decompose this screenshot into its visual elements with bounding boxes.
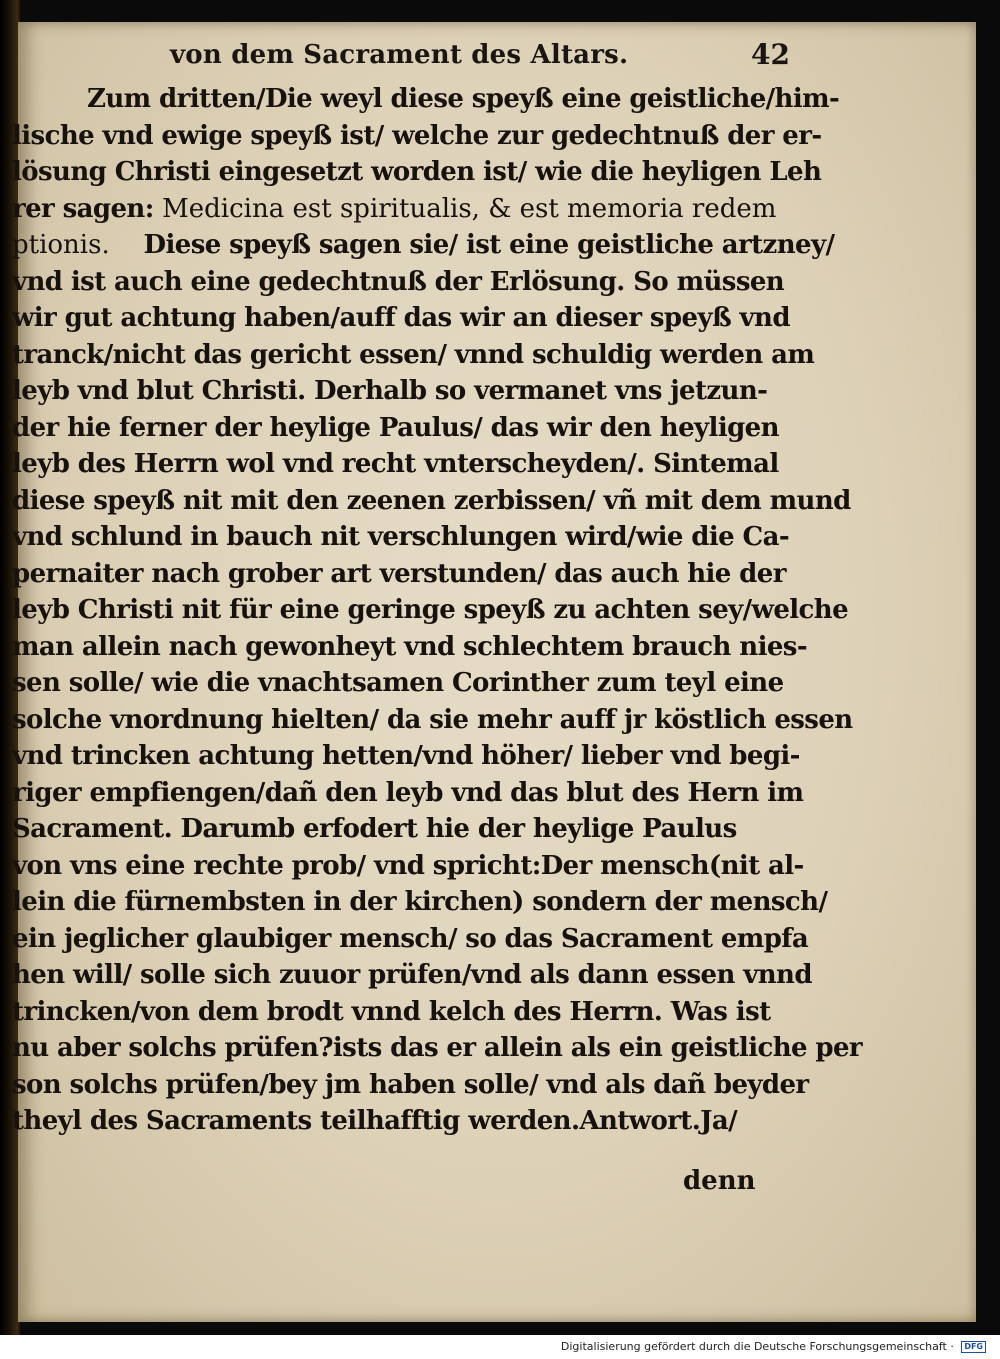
- text-line: vnd ist auch eine gedechtnuß der Erlösung. So müssen: [12, 266, 785, 297]
- text-line: theyl des Sacraments teilhafftig werden.Antwort.Ja/: [12, 1106, 738, 1136]
- catchword: denn: [683, 1166, 756, 1196]
- text-line: Zum dritten/Die weyl diese speyß eine geistliche/him-: [87, 84, 840, 114]
- text-line: diese speyß nit mit den zeenen zerbissen/ vñ mit dem mund: [12, 485, 851, 516]
- text-line-german: rer sagen:: [12, 193, 154, 224]
- text-line: hen will/ solle sich zuuor prüfen/vnd als dann essen vnnd: [12, 960, 812, 990]
- text-line: vnd schlund in bauch nit verschlungen wird/wie die Ca-: [12, 522, 790, 552]
- text-line: lösung Christi eingesetzt worden ist/ wie die heyligen Leh: [12, 157, 822, 187]
- text-line: trincken/von dem brodt vnnd kelch des Herrn. Was ist: [12, 996, 771, 1027]
- text-line: leyb des Herrn wol vnd recht vnterscheyden/. Sintemal: [12, 449, 779, 479]
- text-line: [12, 227, 835, 264]
- text-line: leyb Christi nit für eine geringe speyß zu achten sey/welche: [12, 595, 849, 625]
- text-line: lein die fürnembsten in der kirchen) sondern der mensch/: [12, 887, 828, 917]
- text-line: lische vnd ewige speyß ist/ welche zur gedechtnuß der er-: [12, 120, 822, 151]
- latin-quotation: Medicina est spiritualis, & est memoria redem: [162, 193, 777, 224]
- main-text-block: [12, 81, 863, 1140]
- text-line: riger empfiengen/dañ den leyb vnd das blut des Hern im: [12, 777, 804, 808]
- text-line: tranck/nicht das gericht essen/ vnnd schuldig werden am: [12, 339, 815, 370]
- page-number: 42: [751, 38, 790, 71]
- text-line: wir gut achtung haben/auff das wir an dieser speyß vnd: [12, 303, 790, 333]
- text-line: man allein nach gewonheyt vnd schlechtem brauch nies-: [12, 631, 808, 662]
- text-line: [12, 191, 802, 228]
- latin-quotation-end: ptionis.: [12, 230, 110, 260]
- text-line: vnd trincken achtung hetten/vnd höher/ lieber vnd begi-: [12, 741, 800, 771]
- dfg-logo: DFG: [961, 1341, 986, 1353]
- running-title: von dem Sacrament des Altars.: [170, 40, 629, 70]
- page-header: [170, 34, 790, 80]
- text-line: pernaiter nach grober art verstunden/ das auch hie der: [12, 558, 786, 589]
- text-line: son solchs prüfen/bey jm haben solle/ vnd als dañ beyder: [12, 1069, 809, 1100]
- text-line: nu aber solchs prüfen?ists das er allein als ein geistliche per: [12, 1033, 863, 1063]
- text-line: sen solle/ wie die vnachtsamen Corinther zum teyl eine: [12, 668, 784, 698]
- funding-credit-text: Digitalisierung gefördert durch die Deutsche Forschungsgemeinschaft ·: [560, 1340, 954, 1353]
- text-line: solche vnordnung hielten/ da sie mehr auff jr köstlich essen: [12, 704, 853, 735]
- text-line: der hie ferner der heylige Paulus/ das wir den heyligen: [12, 412, 779, 443]
- footer-credit: [561, 1340, 986, 1353]
- text-line-german: Diese speyß sagen sie/ ist eine geistliche artzney/: [143, 230, 835, 260]
- text-line: ein jeglicher glaubiger mensch/ so das Sacrament empfa: [12, 923, 809, 954]
- text-line: von vns eine rechte prob/ vnd spricht:Der mensch(nit al-: [12, 850, 804, 881]
- text-line: Sacrament. Darumb erfodert hie der heylige Paulus: [12, 814, 737, 844]
- text-line: leyb vnd blut Christi. Derhalb so vermanet vns jetzun-: [12, 376, 768, 406]
